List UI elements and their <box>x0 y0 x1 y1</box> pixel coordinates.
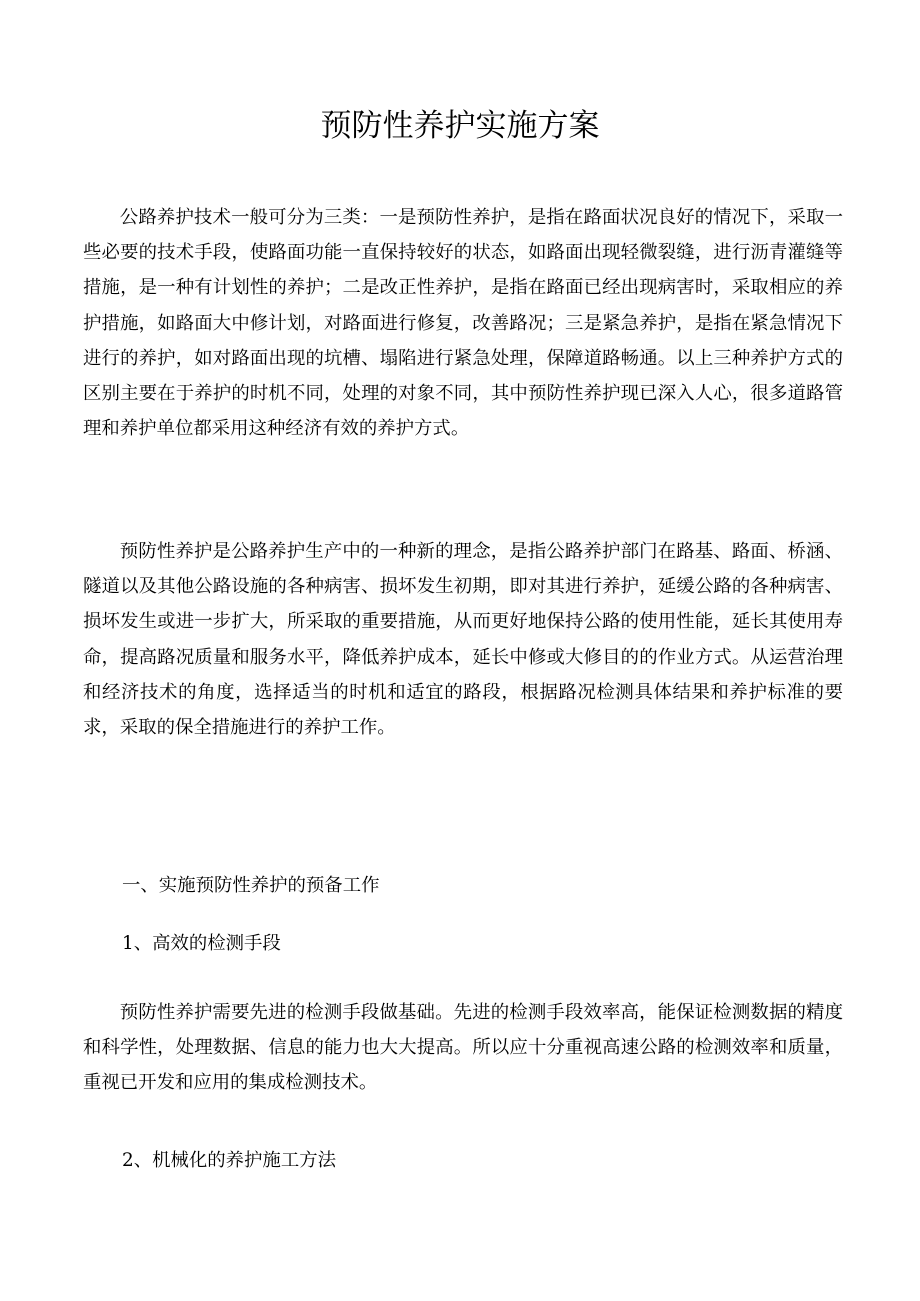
body-paragraph-preventive-definition: 预防性养护是公路养护生产中的一种新的理念，是指公路养护部门在路基、路面、桥涵、隧道以及其他公路设施的各种病害、损坏发生初期，即对其进行养护，延缓公路的各种病害、损坏发生或进一步扩大，所采取的重要措施，从而更好地保持公路的使用性能，延长其使用寿命，提高路况质量和服务水平，降低养护成本，延长中修或大修目的的作业方式。从运营治理和经济技术的角度，选择适当的时机和适宜的路段，根据路况检测具体结果和养护标准的要求，采取的保全措施进行的养护工作。 <box>83 541 843 739</box>
body-paragraph-detection: 预防性养护需要先进的检测手段做基础。先进的检测手段效率高，能保证检测数据的精度和科学性，处理数据、信息的能力也大大提高。所以应十分重视高速公路的检测效率和质量，重视已开发和应用的集成检测技术。 <box>83 1002 843 1094</box>
subsection-heading-detection: 1、高效的检测手段 <box>122 933 281 954</box>
body-paragraph-maintenance-types: 公路养护技术一般可分为三类：一是预防性养护，是指在路面状况良好的情况下，采取一些必要的技术手段，使路面功能一直保持较好的状态，如路面出现轻微裂缝，进行沥青灌缝等措施，是一种有计划性的养护；二是改正性养护，是指在路面已经出现病害时，采取相应的养护措施，如路面大中修计划，对路面进行修复，改善路况；三是紧急养护，是指在紧急情况下进行的养护，如对路面出现的坑槽、塌陷进行紧急处理，保障道路畅通。以上三种养护方式的区别主要在于养护的时机不同，处理的对象不同，其中预防性养护现已深入人心，很多道路管理和养护单位都采用这种经济有效的养护方式。 <box>83 207 843 440</box>
section-heading-preparation: 一、实施预防性养护的预备工作 <box>122 875 380 896</box>
subsection-heading-mechanized: 2、机械化的养护施工方法 <box>122 1150 336 1171</box>
document-title: 预防性养护实施方案 <box>320 108 600 144</box>
